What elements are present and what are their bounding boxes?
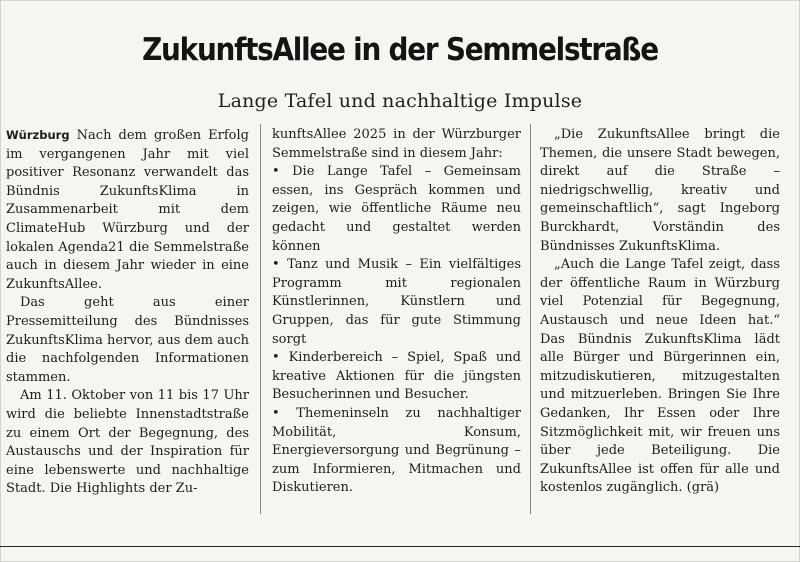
paragraph-intro — [6, 126, 249, 294]
headline: ZukunftsAllee in der Semmelstraße — [142, 32, 658, 68]
column-1 — [6, 126, 249, 499]
column-3 — [540, 126, 780, 498]
paragraph-continued: kunftsAllee 2025 in der Würzburger Semmelstraße sind in diesem Jahr: — [272, 127, 521, 161]
bullet-tanz-musik: • Tanz und Musik – Ein vielfältiges Programm mit regionalen Künstlerinnen, Künstlern und Gruppen, das für gute Stimmung sorgt — [272, 257, 521, 347]
article-body — [0, 126, 800, 516]
bullet-themeninseln: • Themeninseln zu nachhaltiger Mobilität, Konsum, Energieversorgung und Begrünung – zum Informieren, Mitmachen und Diskutieren. — [272, 405, 521, 496]
bullet-kinderbereich: • Kinderbereich – Spiel, Spaß und kreative Aktionen für die jüngsten Besucherinnen und Besucher. — [272, 350, 521, 403]
bullet-lange-tafel: • Die Lange Tafel – Gemeinsam essen, ins Gespräch kommen und zeigen, wie öffentliche Räume neu gedacht und gestaltet werden können — [272, 164, 521, 254]
paragraph-1-text: Nach dem großen Erfolg im vergangenen Jahr mit viel positiver Resonanz verwandelt das Bündnis ZukunftsKlima in Zusammenarbeit mit dem ClimateHub Würzburg und der lokalen Agenda21 die Semmelstraße auch in diesem Jahr wieder in eine ZukunftsAllee. — [6, 128, 249, 292]
paragraph-3: Am 11. Oktober von 11 bis 17 Uhr wird die beliebte Innenstadtstraße zu einem Ort der Begegnung, des Austauschs und der Inspiration für eine lebenswerte und nachhaltige Stadt. Die Highlights der Zu- — [6, 388, 249, 497]
dateline: Würzburg — [6, 128, 70, 142]
column-2 — [272, 126, 521, 498]
subheadline: Lange Tafel und nachhaltige Impulse — [217, 90, 583, 112]
bottom-rule — [0, 546, 800, 547]
quote-paragraph-1: „Die ZukunftsAllee bringt die Themen, die unsere Stadt bewegen, direkt auf die Straße – niedrigschwellig, kreativ und gemeinschaftlich“, sagt Ingeborg Burckhardt, Vorständin des Bündnisses ZukunftsKlima. — [540, 127, 780, 254]
paragraph-2: Das geht aus einer Pressemitteilung des Bündnisses ZukunftsKlima hervor, aus dem auch die nachfolgenden Informationen stammen. — [6, 295, 249, 385]
quote-paragraph-2: „Auch die Lange Tafel zeigt, dass der öffentliche Raum in Würzburg viel Potenzial für Begegnung, Austausch und neue Ideen hat.“ Das Bündnis ZukunftsKlima lädt alle Bürger und Bürgerinnen ein, mitzudiskutieren, mitzugestalten und mitzuerleben. Bringen Sie Ihre Gedanken, Ihr Essen oder Ihre Sitzmöglichkeit mit, wir freuen uns über jede Beteiligung. Die ZukunftsAllee ist offen für alle und kostenlos zugänglich. (grä) — [540, 257, 780, 496]
